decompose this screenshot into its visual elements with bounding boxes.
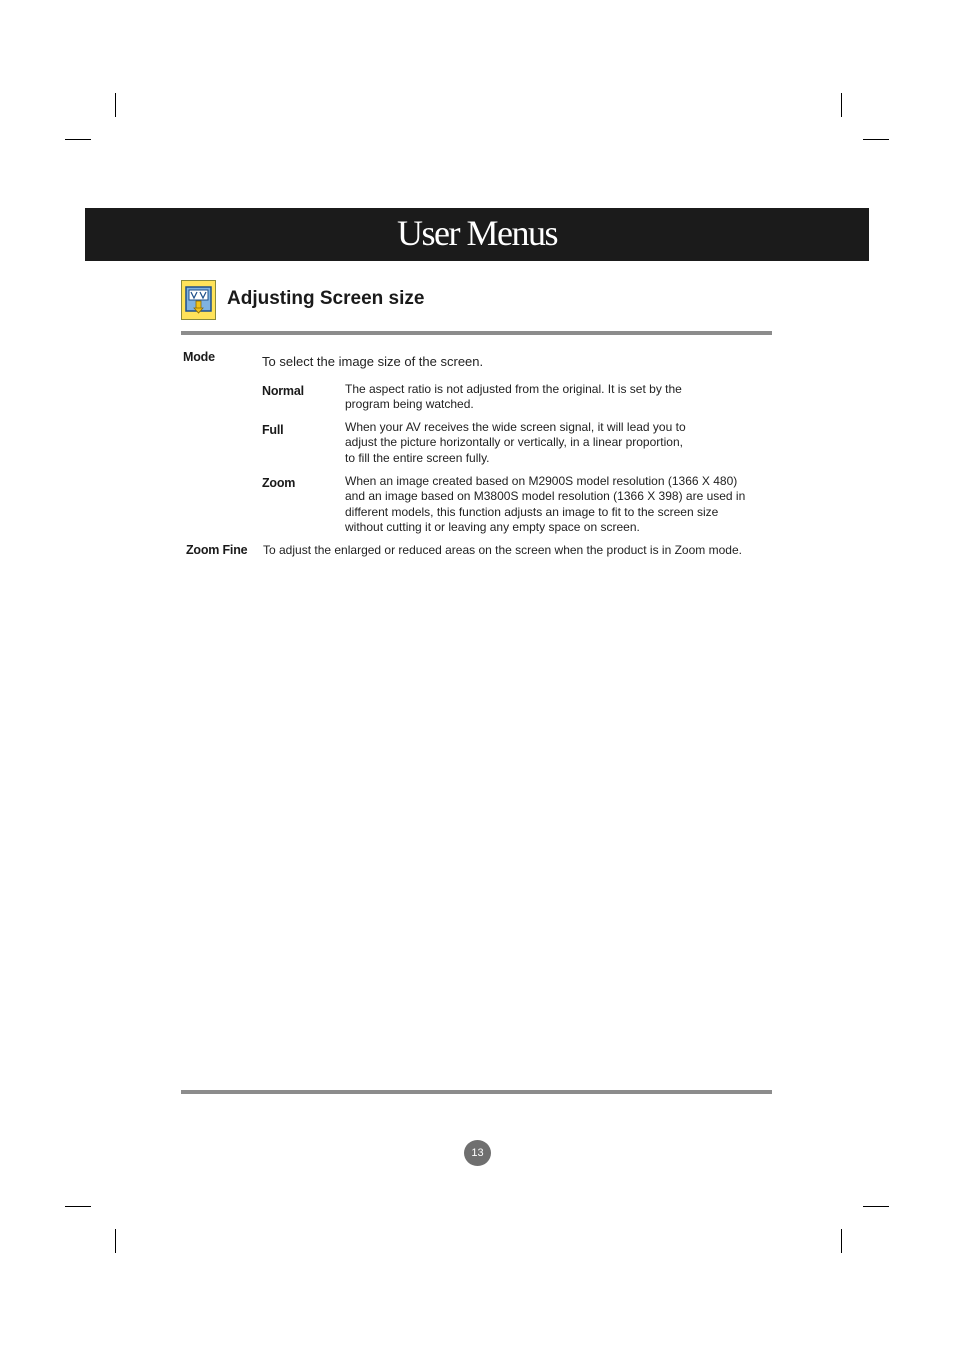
description-line: The aspect ratio is not adjusted from the original. It is set by the	[345, 382, 682, 396]
title-bar	[85, 208, 869, 261]
description-line: When an image created based on M2900S model resolution (1366 X 480)	[345, 474, 738, 488]
option-description-zoom	[345, 474, 745, 536]
crop-mark	[841, 1229, 842, 1253]
mode-term: Mode	[183, 350, 215, 364]
description-line: and an image based on M3800S model resolution (1366 X 398) are used in	[345, 489, 746, 504]
option-description-normal	[345, 382, 682, 413]
crop-mark	[841, 93, 842, 117]
description-line: program being watched.	[345, 397, 474, 412]
zoom-fine-description: To adjust the enlarged or reduced areas on the screen when the product is in Zoom mode.	[263, 543, 742, 557]
crop-mark	[863, 1206, 889, 1207]
zoom-fine-term: Zoom Fine	[186, 543, 248, 557]
option-term-full: Full	[262, 423, 284, 437]
section-rule-bottom	[181, 1090, 772, 1094]
screen-size-icon	[181, 280, 216, 320]
crop-mark	[115, 93, 116, 117]
description-line: When your AV receives the wide screen signal, it will lead you to	[345, 420, 686, 434]
option-term-zoom: Zoom	[262, 476, 296, 490]
crop-mark	[65, 139, 91, 140]
mode-description: To select the image size of the screen.	[262, 354, 484, 369]
option-term-normal: Normal	[262, 384, 304, 398]
crop-mark	[115, 1229, 116, 1253]
description-line: adjust the picture horizontally or vertically, in a linear proportion,	[345, 435, 683, 450]
description-line: without cutting it or leaving any empty space on screen.	[345, 520, 640, 535]
option-description-full	[345, 420, 686, 466]
description-line: to fill the entire screen fully.	[345, 450, 490, 465]
section-title: Adjusting Screen size	[227, 288, 425, 309]
section-rule-top	[181, 331, 772, 335]
crop-mark	[863, 139, 889, 140]
description-line: different models, this function adjusts an image to fit to the screen size	[345, 504, 719, 519]
crop-mark	[65, 1206, 91, 1207]
page-number-badge: 13	[464, 1140, 491, 1166]
page-title: User Menus	[397, 212, 557, 253]
